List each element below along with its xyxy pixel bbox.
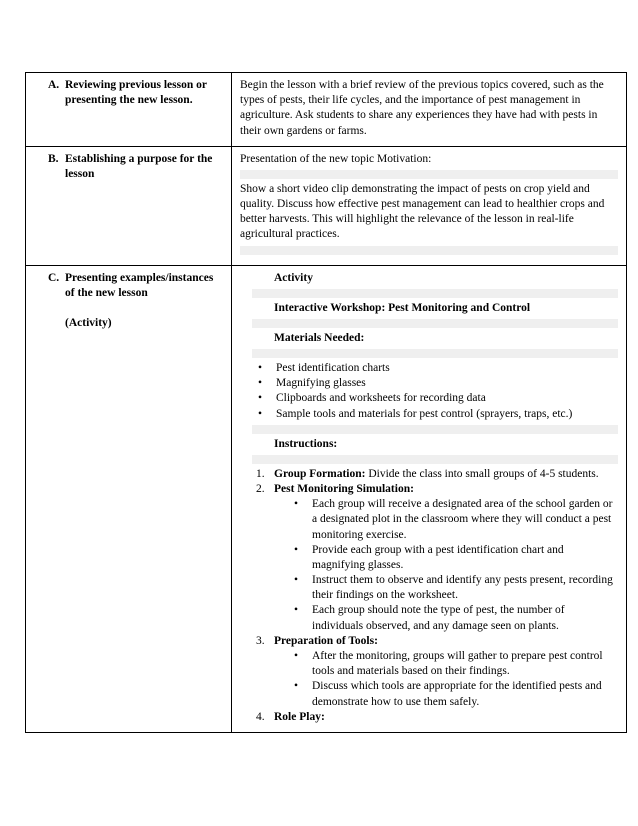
list-item xyxy=(252,391,618,406)
shading-band xyxy=(252,455,618,464)
step-body xyxy=(274,467,618,482)
material-item: Clipboards and worksheets for recording data xyxy=(276,392,486,405)
instructions-heading: Instructions: xyxy=(274,437,338,450)
sub-bullet-text: Discuss which tools are appropriate for the identified pests and demonstrate how to use them safely. xyxy=(312,680,602,708)
list-item xyxy=(252,376,618,391)
bullet-icon xyxy=(288,603,312,633)
list-item xyxy=(288,603,618,633)
instructions-list xyxy=(252,467,618,725)
list-item xyxy=(288,649,618,679)
row-c-label-cell xyxy=(26,265,232,732)
row-b xyxy=(26,146,627,265)
activity-heading: Activity xyxy=(274,271,313,284)
row-a-letter: A. xyxy=(48,79,60,91)
step-title: Preparation of Tools: xyxy=(274,634,378,647)
lesson-plan-table xyxy=(25,72,627,733)
bullet-icon xyxy=(288,573,312,603)
step-number: 2. xyxy=(256,483,265,496)
bullet-icon xyxy=(252,376,276,391)
row-b-letter: B. xyxy=(48,152,59,165)
bullet-icon xyxy=(288,679,312,709)
sub-bullet-text: Instruct them to observe and identify any pests present, recording their findings on the worksheet. xyxy=(312,574,613,602)
step-number: 3. xyxy=(256,634,265,647)
sub-bullet-text: Provide each group with a pest identification chart and magnifying glasses. xyxy=(312,543,564,571)
row-a-body: Begin the lesson with a brief review of the previous topics covered, such as the types of pests, their life cycles, and the importance of pest management in agriculture. Ask students to share any experiences they have had with pests in their own gardens or farms. xyxy=(240,79,604,137)
step-body xyxy=(274,710,618,725)
step-2 xyxy=(252,482,618,634)
step-text: Divide the class into small groups of 4-5 students. xyxy=(365,467,599,480)
row-b-line2: Show a short video clip demonstrating the impact of pests on crop yield and quality. Discuss how effective pest management can lead to healthier crops and better harvests. This will highlight the relevance of the lesson in real-life agricultural practices. xyxy=(240,182,605,241)
bullet-icon xyxy=(288,543,312,573)
material-item: Magnifying glasses xyxy=(276,377,366,390)
step-4 xyxy=(252,710,618,725)
sub-bullet-text: After the monitoring, groups will gather to prepare pest control tools and materials based on their findings. xyxy=(312,649,603,678)
row-c-letter: C. xyxy=(48,271,60,284)
row-b-title: Establishing a purpose for the lesson xyxy=(65,152,213,180)
list-item xyxy=(288,573,618,603)
sub-bullet-text: Each group should note the type of pest, the number of individuals observed, and any damage seen on plants. xyxy=(312,604,565,632)
shading-band xyxy=(252,425,618,434)
list-item xyxy=(252,407,618,422)
step-title: Group Formation: xyxy=(274,467,366,480)
material-item: Sample tools and materials for pest control (sprayers, traps, etc.) xyxy=(276,407,573,420)
materials-list xyxy=(252,361,618,422)
row-c-inner xyxy=(252,271,618,725)
list-item xyxy=(288,679,618,709)
list-item xyxy=(252,361,618,376)
row-c xyxy=(26,265,627,732)
row-a-title: Reviewing previous lesson or presenting the new lesson. xyxy=(65,79,207,107)
bullet-icon xyxy=(252,407,276,422)
row-a xyxy=(26,73,627,147)
row-c-content-cell xyxy=(232,265,627,732)
row-a-content-cell xyxy=(232,73,627,147)
bullet-icon xyxy=(252,391,276,406)
row-b-label-cell xyxy=(26,146,232,265)
bullet-icon xyxy=(252,361,276,376)
workshop-heading: Interactive Workshop: Pest Monitoring and Control xyxy=(274,301,531,314)
row-c-subtitle: (Activity) xyxy=(65,316,112,329)
materials-heading: Materials Needed: xyxy=(274,331,365,344)
step-1 xyxy=(252,467,618,482)
shading-band xyxy=(240,170,618,179)
row-a-label-cell xyxy=(26,73,232,147)
shading-band xyxy=(252,289,618,298)
row-c-title: Presenting examples/instances of the new lesson xyxy=(65,271,214,299)
step-title: Pest Monitoring Simulation: xyxy=(274,483,414,496)
step-number: 4. xyxy=(256,710,265,723)
step-body xyxy=(274,482,618,634)
bullet-icon xyxy=(288,649,312,679)
step-title: Role Play: xyxy=(274,710,325,723)
step-body xyxy=(274,634,618,710)
row-c-label xyxy=(34,271,223,301)
shading-band xyxy=(240,246,618,255)
row-b-line1: Presentation of the new topic Motivation: xyxy=(240,152,432,165)
list-item xyxy=(288,497,618,543)
list-item xyxy=(288,543,618,573)
row-a-label xyxy=(34,78,223,108)
row-b-label xyxy=(34,152,223,182)
bullet-icon xyxy=(288,497,312,543)
shading-band xyxy=(252,349,618,358)
material-item: Pest identification charts xyxy=(276,362,390,375)
step-3 xyxy=(252,634,618,710)
sub-bullet-list xyxy=(288,497,618,634)
step-number: 1. xyxy=(256,467,265,480)
shading-band xyxy=(252,319,618,328)
sub-bullet-text: Each group will receive a designated area of the school garden or a designated plot in the classroom where they will conduct a pest monitoring exercise. xyxy=(312,498,613,541)
sub-bullet-list xyxy=(288,649,618,710)
row-b-content-cell xyxy=(232,146,627,265)
